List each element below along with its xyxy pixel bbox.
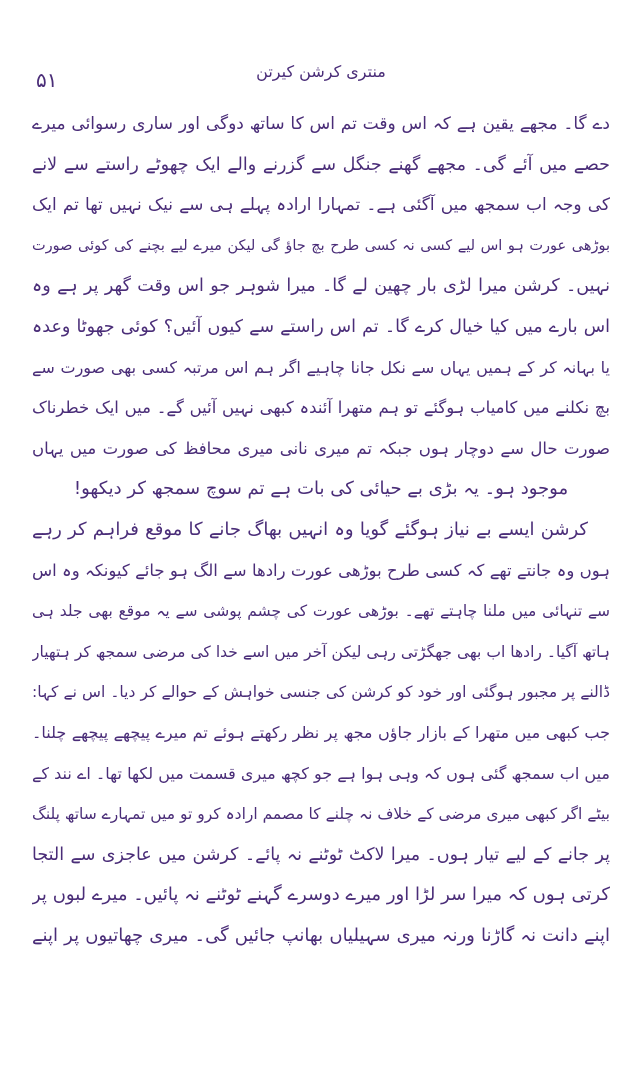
paragraph-end-line: موجود ہو۔ یہ بڑی بے حیائی کی بات ہے تم سوچ سمجھ کر دیکھو! — [73, 478, 569, 500]
page-number: ۵۱ — [36, 68, 58, 92]
text-line: صورت حال سے دوچار ہوں جبکہ تم میری نانی میری محافظ کی صورت میں یہاں — [32, 438, 610, 458]
text-line: اپنے دانت نہ گاڑنا ورنہ میری سہیلیاں بھانپ جائیں گی۔ میری چھاتیوں پر اپنے — [32, 924, 610, 946]
text-line: دے گا۔ مجھے یقین ہے کہ اس وقت تم اس کا ساتھ دوگی اور ساری رسوائی میرے — [32, 114, 610, 134]
text-line: یا بہانہ کر کے ہمیں یہاں سے نکل جانا چاہیے اگر ہم اس مرتبہ کسی بھی صورت سے — [32, 357, 610, 377]
text-line: ہاتھ آگیا۔ رادھا اب بھی جھگڑتی رہی لیکن آخر میں اسے خدا کی مرضی سمجھ کر ہتھیار — [32, 642, 610, 661]
text-line: میں اب سمجھ گئی ہوں کہ وہی ہوا ہے جو کچھ میری قسمت میں لکھا تھا۔ اے نند کے — [32, 763, 610, 783]
running-title: منتری کرشن کیرتن — [256, 62, 386, 81]
text-line: نہیں۔ کرشن میرا لڑی بار چھین لے گا۔ میرا شوہر جو اس وقت گھر پر ہے وہ — [32, 276, 610, 297]
paragraph-start-line: کرشن ایسے بے نیاز ہوگئے گویا وہ انہیں بھاگ جانے کا موقع فراہم کر رہے — [32, 518, 588, 540]
text-line: بیٹے اگر کبھی میری مرضی کے خلاف نہ چلنے کا مصمم ارادہ کرو تو میں تمہارے ساتھ پلنگ — [32, 805, 610, 824]
body-text — [32, 104, 610, 956]
text-line: حصے میں آئے گی۔ مجھے گھنے جنگل سے گزرنے والے ایک چھوٹے راستے سے لانے — [32, 154, 610, 175]
text-line: سے تنہائی میں ملنا چاہتے تھے۔ بوڑھی عورت کی چشم پوشی سے یہ موقع بھی جلد ہی — [32, 602, 610, 621]
text-line: ڈالنے پر مجبور ہوگئی اور خود کو کرشن کی جنسی خواہش کے حوالے کر دیا۔ اس نے کہا: — [32, 683, 610, 702]
text-line: بوڑھی عورت ہو اس لیے کسی نہ کسی طرح بچ جاؤ گی لیکن میرے لیے بچنے کی کوئی صورت — [32, 237, 610, 254]
text-line: جب کبھی میں متھرا کے بازار جاؤں مجھ پر نظر رکھتے ہوئے تم میرے پیچھے پیچھے چلنا۔ — [32, 722, 610, 742]
text-line: بچ نکلنے میں کامیاب ہوگئے تو ہم متھرا آئندہ کبھی نہیں آئیں گے۔ میں ایک خطرناک — [32, 398, 610, 418]
text-line: کی وجہ اب سمجھ میں آگئی ہے۔ تمہارا ارادہ پہلے ہی سے نیک نہیں تھا تم ایک — [32, 195, 610, 216]
page-header — [0, 60, 642, 100]
text-line: ہوں وہ جانتے تھے کہ کسی طرح بوڑھی عورت رادھا سے الگ ہو جائے کیونکہ وہ اس — [32, 560, 610, 580]
text-line: پر جانے کے لیے تیار ہوں۔ میرا لاکٹ ٹوٹنے نہ پائے۔ کرشن میں عاجزی سے التجا — [32, 844, 610, 865]
text-line: اس بارے میں کیا خیال کرے گا۔ تم اس راستے سے کیوں آئیں؟ کوئی جھوٹا وعدہ — [32, 316, 610, 337]
text-line: کرتی ہوں کہ میرا سر لڑا اور میرے دوسرے گہنے ٹوٹنے نہ پائیں۔ میرے لبوں پر — [32, 884, 610, 906]
